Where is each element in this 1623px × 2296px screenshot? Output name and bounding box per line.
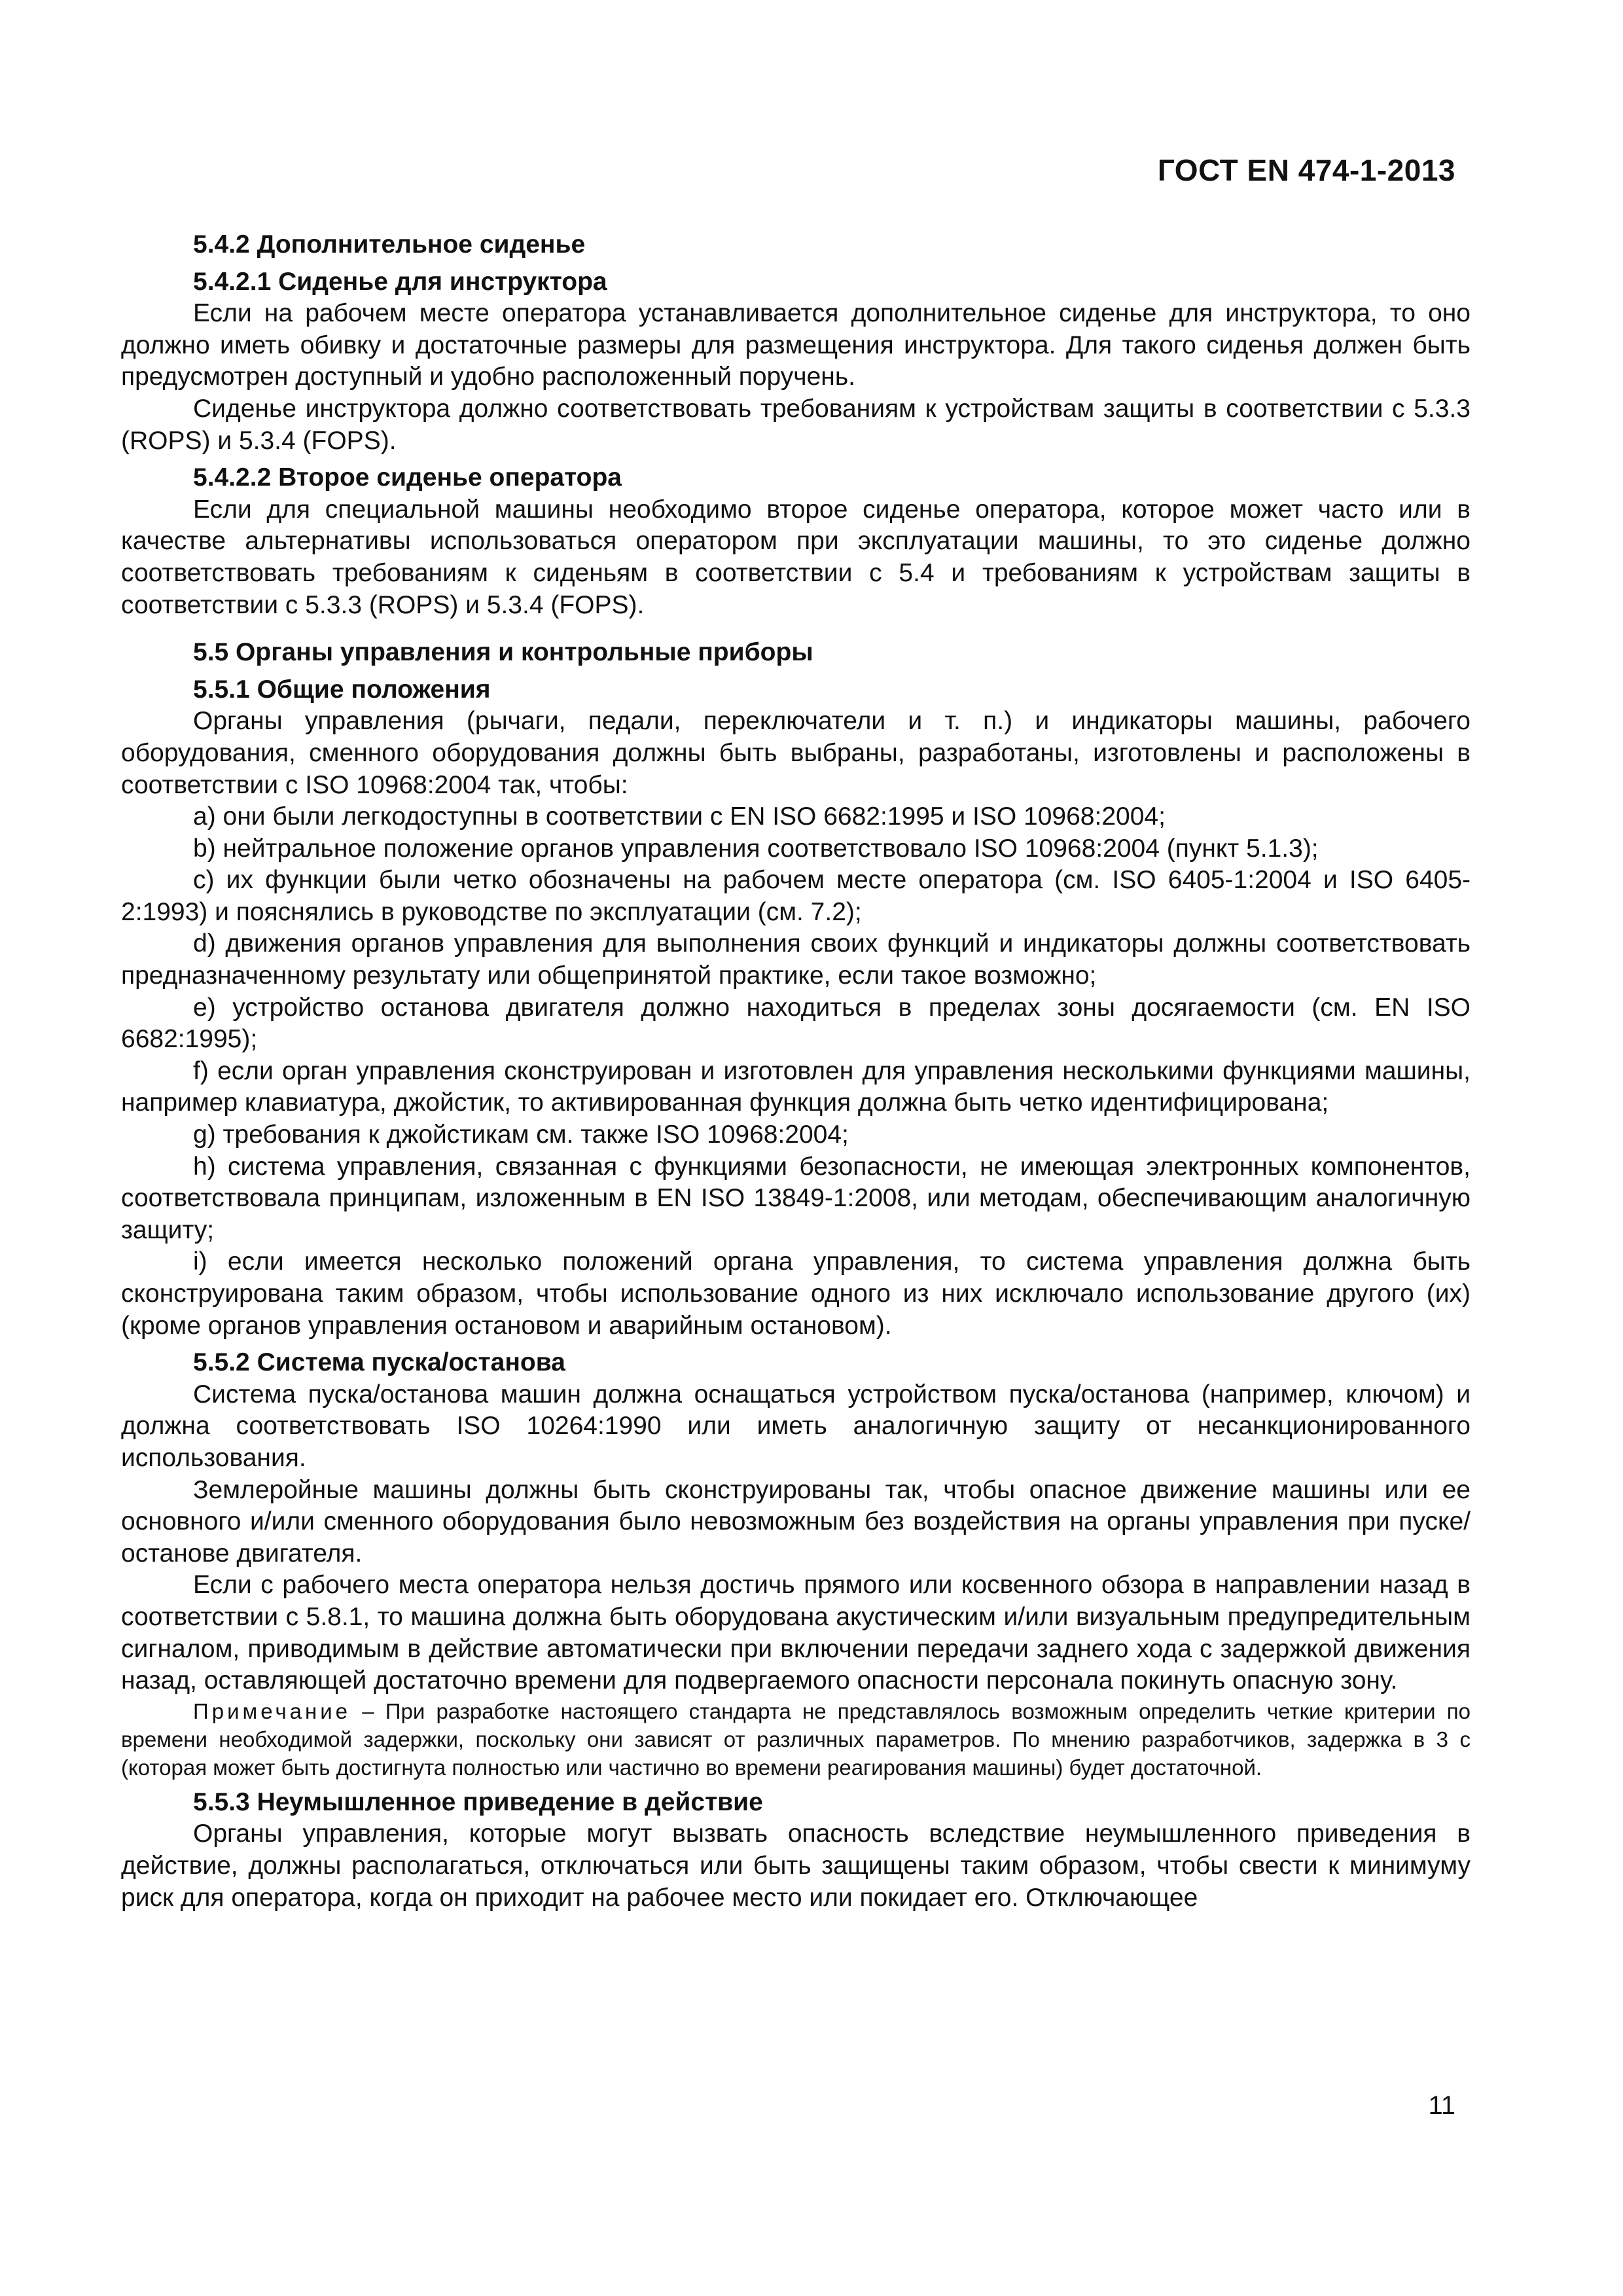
paragraph: Если для специальной машины необходимо второе сиденье оператора, которое может часто или в качестве альтернативы использоваться оператором при эксплуатации машины, то это сиденье должно соответствовать требованиям к сиденьям в соответствии с 5.4 и требованиям к устройствам защиты в соответствии с 5.3.3 (ROPS) и 5.3.4 (FOPS). bbox=[121, 495, 1471, 619]
list-item: c) их функции были четко обозначены на рабочем месте оператора (см. ISO 6405-1:2004 и ISO 6405-2:1993) и пояснялись в руководстве по эксплуатации (см. 7.2); bbox=[121, 866, 1471, 926]
list-item: i) если имеется несколько положений органа управления, то система управления должна быть сконструирована таким образом, чтобы использование одного из них исключало использование другого (их) (кроме органов управления остановом и аварийным остановом). bbox=[121, 1247, 1471, 1340]
paragraph: Система пуска/останова машин должна оснащаться устройством пуска/останова (например, ключом) и должна соответствовать ISO 10264:1990 или иметь аналогичную защиту от несанкционированного использования. bbox=[121, 1380, 1471, 1472]
list-item: b) нейтральное положение органов управления соответствовало ISO 10968:2004 (пункт 5.1.3); bbox=[193, 834, 1319, 863]
section-heading-5-5: 5.5 Органы управления и контрольные приборы bbox=[193, 638, 813, 667]
paragraph: Если на рабочем месте оператора устанавливается дополнительное сиденье для инструктора, то оно должно иметь обивку и достаточные размеры для размещения инструктора. Для такого сиденья должен быть предусмотрен доступный и удобно расположенный поручень. bbox=[121, 299, 1471, 391]
page-number: 11 bbox=[1428, 2091, 1455, 2120]
paragraph: Землеройные машины должны быть сконструированы так, чтобы опасное движение машины или ее основного и/или сменного оборудования было невозможным без воздействия на органы управления при пуске/останове двигателя. bbox=[121, 1475, 1471, 1568]
note-text: – При разработке настоящего стандарта не представлялось возможным определить четкие критерии по времени необходимой задержки, поскольку они зависят от различных параметров. По мнению разработчиков, задержка в 3 с (которая может быть достигнута полностью или частично во времени реагирования машины) будет достаточной. bbox=[121, 1698, 1471, 1780]
paragraph: Органы управления, которые могут вызвать опасность вследствие неумышленного приведения в действие, должны располагаться, отключаться или быть защищены таким образом, чтобы свести к минимуму риск для оператора, когда он приходит на рабочее место или покидает его. Отключающее bbox=[121, 1820, 1471, 1912]
paragraph: Сиденье инструктора должно соответствовать требованиям к устройствам защиты в соответствии с 5.3.3 (ROPS) и 5.3.4 (FOPS). bbox=[121, 394, 1471, 455]
list-item: h) система управления, связанная с функциями безопасности, не имеющая электронных компонентов, соответствовала принципам, изложенным в EN ISO 13849-1:2008, или методам, обеспечивающим аналогичную защиту; bbox=[121, 1152, 1471, 1244]
section-heading-5-4-2-2: 5.4.2.2 Второе сиденье оператора bbox=[193, 463, 622, 492]
list-item: a) они были легкодоступны в соответствии с EN ISO 6682:1995 и ISO 10968:2004; bbox=[193, 802, 1166, 831]
paragraph: Если с рабочего места оператора нельзя достичь прямого или косвенного обзора в направлении назад в соответствии с 5.8.1, то машина должна быть оборудована акустическим и/или визуальным предупредительным сигналом, приводимым в действие автоматически при включении передачи заднего хода с задержкой движения назад, оставляющей достаточно времени для подвергаемого опасности персонала покинуть опасную зону. bbox=[121, 1571, 1471, 1695]
note bbox=[121, 1697, 1471, 1782]
section-heading-5-5-3: 5.5.3 Неумышленное приведение в действие bbox=[193, 1787, 763, 1816]
list-item: d) движения органов управления для выполнения своих функций и индикаторы должны соответствовать предназначенному результату или общепринятой практике, если такое возможно; bbox=[121, 929, 1471, 990]
section-heading-5-4-2: 5.4.2 Дополнительное сиденье bbox=[193, 230, 586, 259]
section-heading-5-4-2-1: 5.4.2.1 Сиденье для инструктора bbox=[193, 267, 607, 296]
section-heading-5-5-2: 5.5.2 Система пуска/останова bbox=[193, 1348, 565, 1377]
document-code-header: ГОСТ EN 474-1-2013 bbox=[1157, 153, 1455, 187]
note-label: Примечание bbox=[193, 1698, 351, 1723]
paragraph: Органы управления (рычаги, педали, переключатели и т. п.) и индикаторы машины, рабочего оборудования, сменного оборудования должны быть выбраны, разработаны, изготовлены и расположены в соответствии с ISO 10968:2004 так, чтобы: bbox=[121, 707, 1471, 799]
list-item: g) требования к джойстикам см. также ISO 10968:2004; bbox=[193, 1121, 849, 1149]
list-item: f) если орган управления сконструирован и изготовлен для управления несколькими функциями машины, например клавиатура, джойстик, то активированная функция должна быть четко идентифицирована; bbox=[121, 1056, 1471, 1117]
document-body bbox=[121, 229, 1471, 1914]
section-heading-5-5-1: 5.5.1 Общие положения bbox=[193, 675, 491, 704]
list-item: e) устройство останова двигателя должно находиться в пределах зоны досягаемости (см. EN ISO 6682:1995); bbox=[121, 993, 1471, 1054]
